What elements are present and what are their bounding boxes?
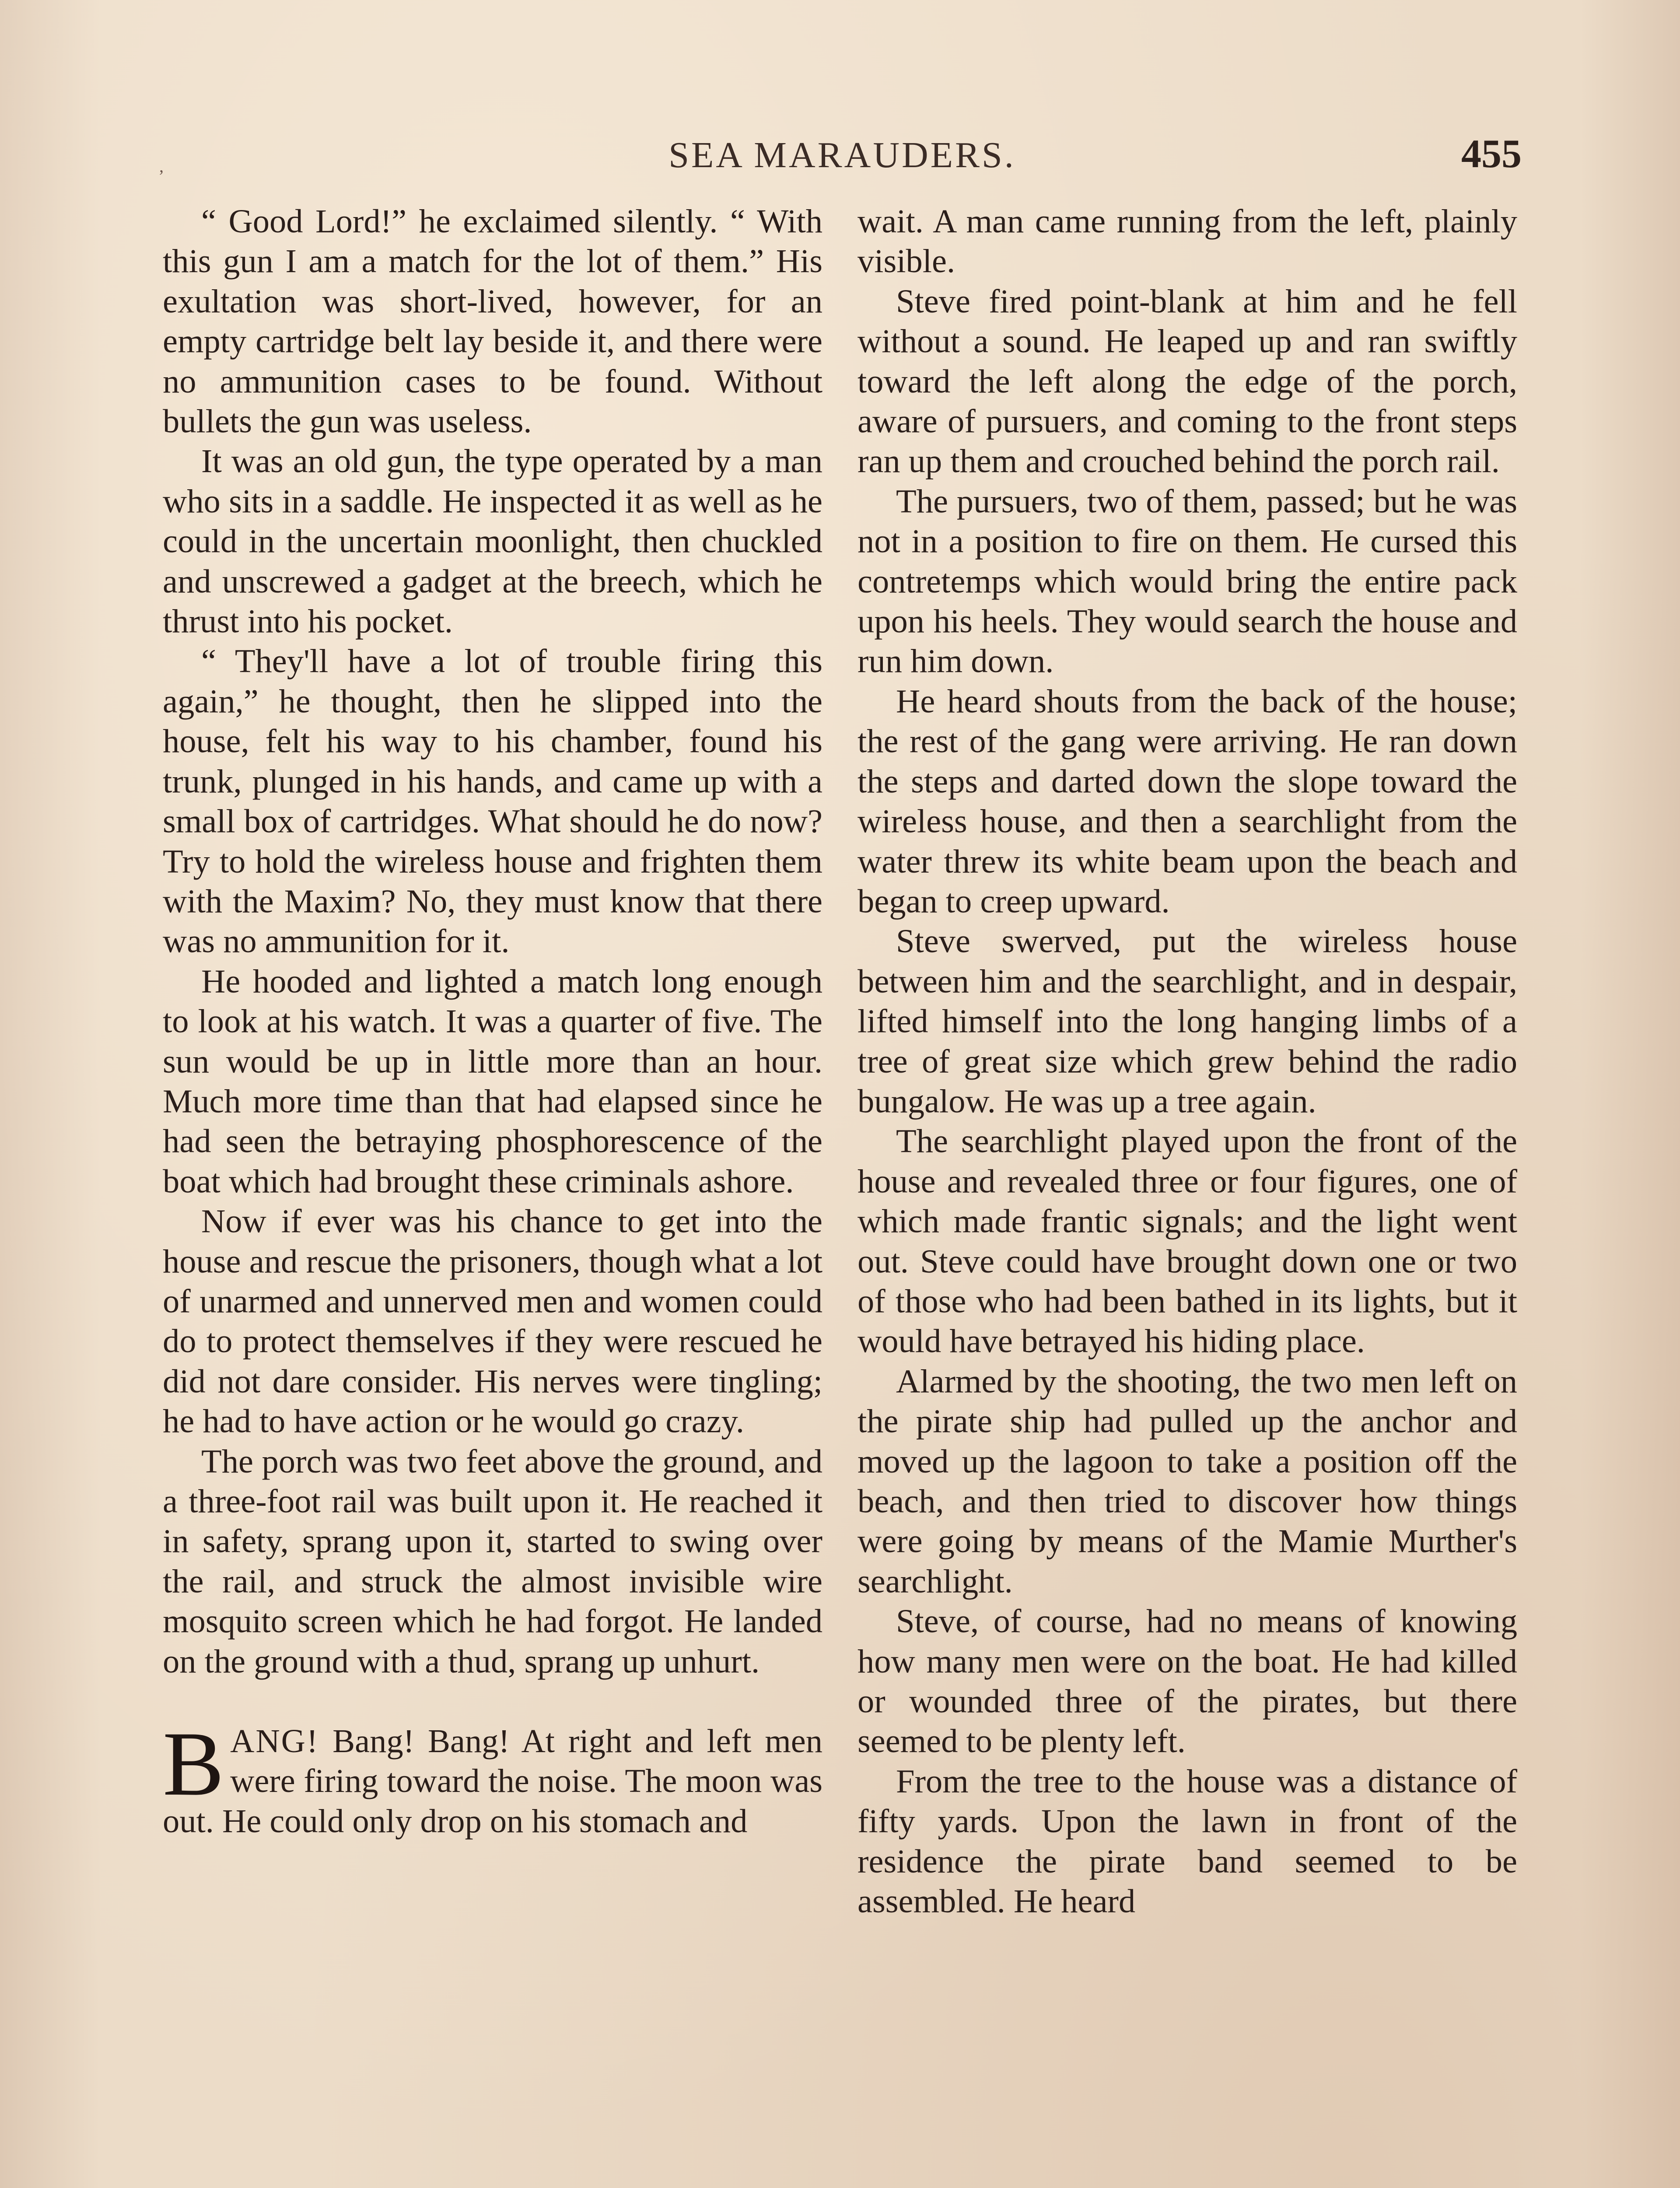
paragraph: Steve fired point-blank at him and he fell without a sound. He leaped up and ran swiftly toward the left along the edge of the porch, aware of pursuers, and coming to the front steps ran up them and crouched behind the porch rail. xyxy=(858,282,1517,480)
dropcap-word: ANG! xyxy=(230,1722,319,1760)
paragraph: The pursuers, two of them, passed; but he was not in a position to fire on them. He cursed this contretemps which would bring the entire pack upon his heels. They would search the house and run him down. xyxy=(858,482,1517,680)
paragraph: He hooded and lighted a match long enough to look at his watch. It was a quarter of five. The sun would be up in little more than an hour. Much more time than that had elapsed since he had seen the betraying phosphorescence of the boat which had brought these criminals ashore. xyxy=(163,962,822,1200)
dropcap-paragraph xyxy=(163,1713,823,1841)
paragraph: Steve, of course, had no means of knowing how many men were on the boat. He had killed or wounded three of the pirates, but there seemed to be plenty left. xyxy=(858,1602,1517,1760)
paragraph: Alarmed by the shooting, the two men left on the pirate ship had pulled up the anchor and moved up the lagoon to take a position off the beach, and then tried to discover how things were going by means of the Mamie Murther's searchlight. xyxy=(858,1362,1517,1600)
paragraph: Now if ever was his chance to get into the house and rescue the prisoners, though what a lot of unarmed and unnerved men and women could do to protect themselves if they were rescued he did not dare consider. His nerves were tingling; he had to have action or he would go crazy. xyxy=(163,1203,822,1440)
paragraph: The porch was two feet above the ground, and a three-foot rail was built upon it. He reached it in safety, sprang upon it, started to swing over the rail, and struck the almost invisible wire mosquito screen which he had forgot. He landed on the ground with a thud, sprang up unhurt. xyxy=(163,1442,822,1680)
paragraph: “ They'll have a lot of trouble firing this again,” he thought, then he slipped into the house, felt his way to his chamber, found his trunk, plunged in his hands, and came up with a small box of cartridges. What should he do now? Try to hold the wireless house and frighten them with the Maxim? No, they must know that there was no ammunition for it. xyxy=(163,642,822,960)
paragraph-text: Bang! Bang! At right and left men were firing toward the noise. The moon was out. He could only drop on his stomach and xyxy=(163,1722,823,1840)
paragraph: He heard shouts from the back of the house; the rest of the gang were arriving. He ran down the steps and darted down the slope toward the wireless house, and then a searchlight from the water threw its white beam upon the beach and began to creep upward. xyxy=(858,682,1517,920)
paragraph: It was an old gun, the type operated by a man who sits in a saddle. He inspected it as well as he could in the uncertain moonlight, then chuckled and unscrewed a gadget at the breech, which he thrust into his pocket. xyxy=(163,442,822,640)
page-header xyxy=(159,125,1522,182)
page-number: 455 xyxy=(1461,131,1522,176)
running-title: SEA MARAUDERS. xyxy=(668,135,1016,175)
paragraph-continued: wait. A man came running from the left, plainly visible. xyxy=(858,203,1517,280)
left-column xyxy=(163,201,822,1841)
paragraph: “ Good Lord!” he exclaimed silently. “ With this gun I am a match for the lot of them.” His exultation was short-lived, however, for an empty cartridge belt lay beside it, and there were no ammunition cases to be found. Without bullets the gun was useless. xyxy=(163,203,822,440)
right-column xyxy=(858,201,1517,1921)
paragraph: From the tree to the house was a distance of fifty yards. Upon the lawn in front of the residence the pirate band seemed to be assembled. He heard xyxy=(858,1762,1517,1920)
print-mark: , xyxy=(159,156,164,176)
section-break xyxy=(163,1681,822,1721)
drop-cap: B xyxy=(163,1713,224,1815)
paragraph: The searchlight played upon the front of the house and revealed three or four figures, one of which made frantic signals; and the light went out. Steve could have brought down one or two of those who had been bathed in its lights, but it would have betrayed his hiding place. xyxy=(858,1122,1517,1360)
paragraph: Steve swerved, put the wireless house between him and the searchlight, and in despair, lifted himself into the long hanging limbs of a tree of great size which grew behind the radio bungalow. He was up a tree again. xyxy=(858,922,1517,1120)
